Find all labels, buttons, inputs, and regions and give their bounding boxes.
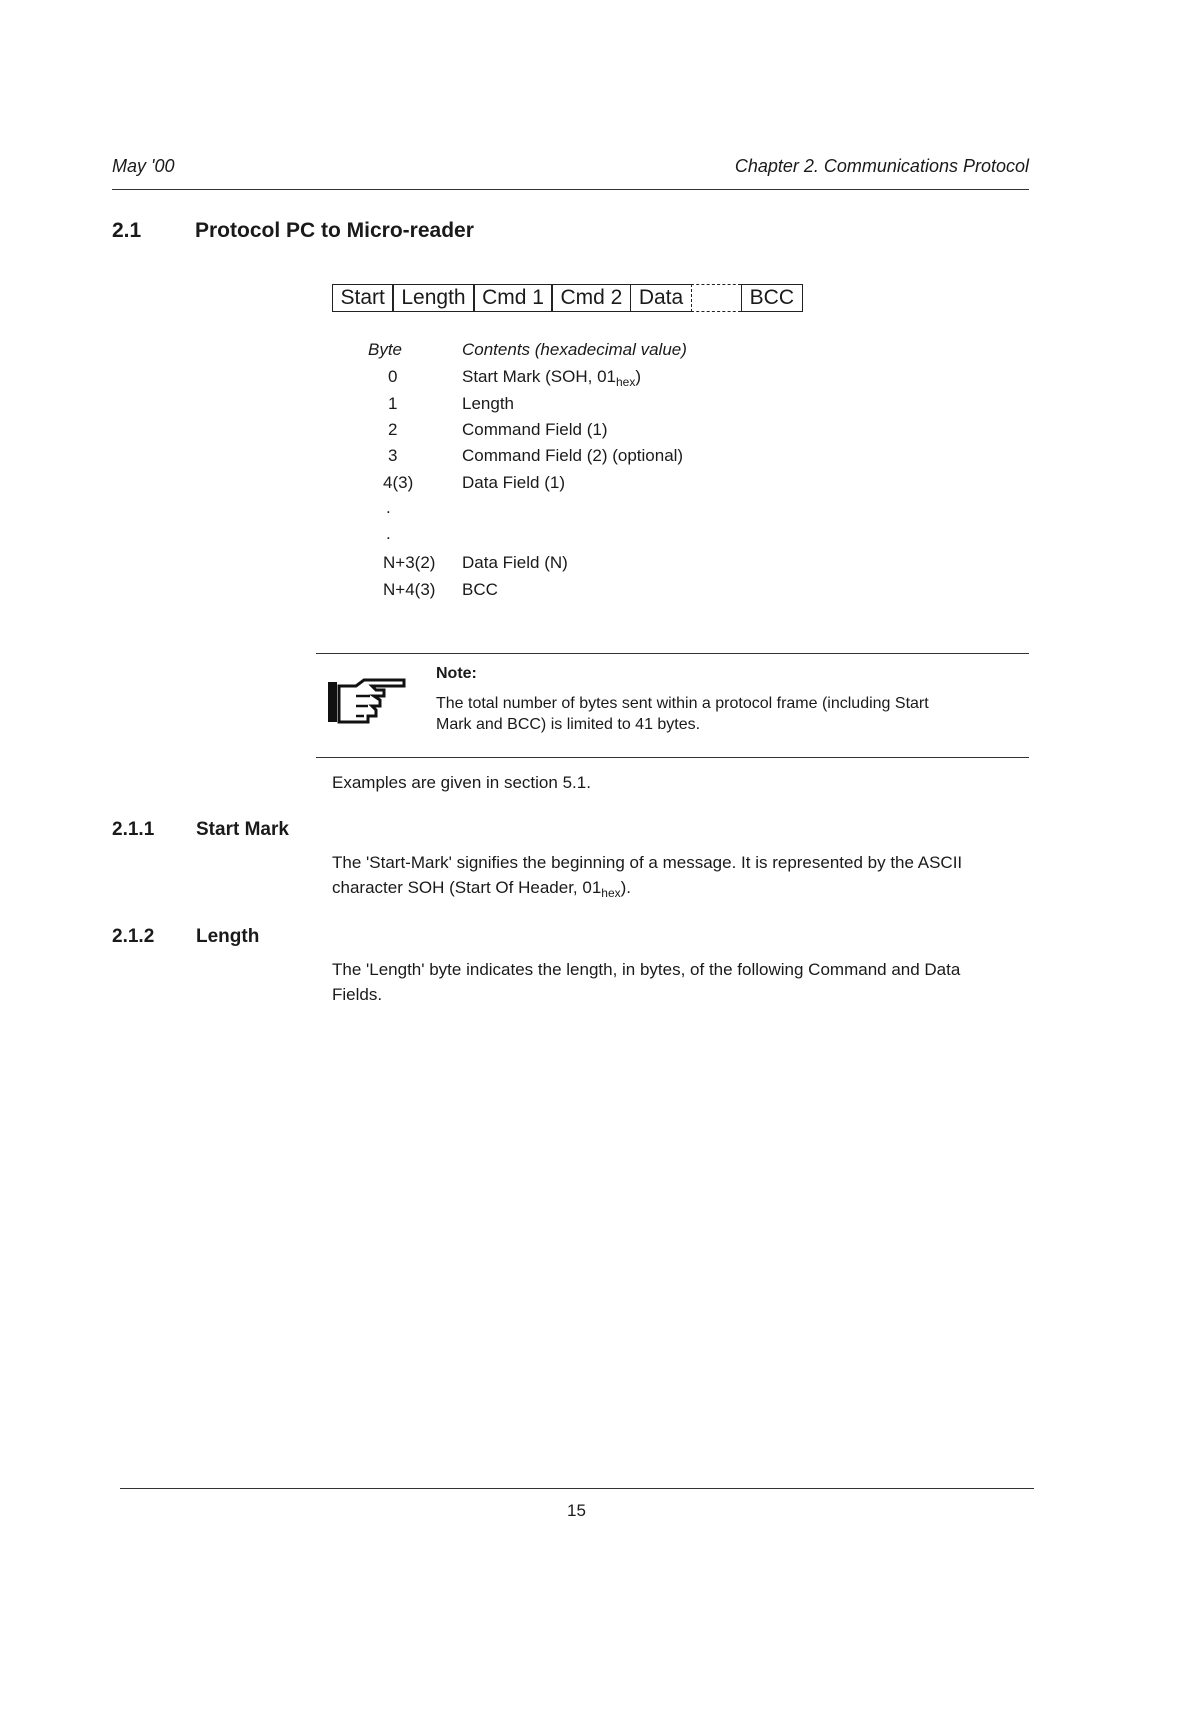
examples-text: Examples are given in section 5.1. <box>332 773 591 792</box>
table-row-contents: Length <box>462 394 514 413</box>
frame-field-gap <box>691 284 741 312</box>
table-row-contents: Start Mark (SOH, $01_{hex}$) <box>462 367 642 389</box>
pointing-hand-icon <box>326 676 408 728</box>
contents-column-header: Contents (hexadecimal value) <box>462 340 687 359</box>
byte-column-header: Byte <box>368 340 403 359</box>
table-row-contents: BCC <box>462 580 498 599</box>
table-row-byte: 1 <box>388 394 398 413</box>
table-row-byte: 3 <box>388 446 398 465</box>
table-row-contents: Data Field (N) <box>462 553 568 572</box>
note-title: Note: <box>436 665 477 682</box>
section-title: Protocol PC to Micro-reader <box>195 219 474 242</box>
header-rule <box>112 189 1029 190</box>
subsection-number: 2.1.2 <box>112 926 155 947</box>
note-bottom-rule <box>316 757 1029 758</box>
frame-field-bcc: BCC <box>741 284 803 312</box>
page-number: 15 <box>567 1501 586 1520</box>
subsection-paragraph: The 'Length' byte indicates the length, in bytes, of the following Command and Data Fields. <box>332 960 961 1004</box>
frame-field-cmd1: Cmd 1 <box>473 284 553 312</box>
note-text: The total number of bytes sent within a protocol frame (including Start Mark and BCC) is limited to 41 bytes. <box>436 695 929 733</box>
table-row-byte: N+4(3) <box>383 580 436 599</box>
table-row-byte: N+3(2) <box>383 553 436 572</box>
subsection-number: 2.1.1 <box>112 819 155 840</box>
table-row-byte: 2 <box>388 420 398 439</box>
section-number: 2.1 <box>112 219 142 242</box>
frame-field-cmd2: Cmd 2 <box>551 284 631 312</box>
header-chapter: Chapter 2. Communications Protocol <box>734 156 1029 176</box>
note-top-rule <box>316 653 1029 654</box>
protocol-frame-diagram <box>333 284 803 312</box>
table-row-contents: Data Field (1) <box>462 473 565 492</box>
subsection-title: Start Mark <box>196 819 289 840</box>
subsection-title: Length <box>196 926 260 947</box>
table-row-contents: Command Field (2) (optional) <box>462 446 684 465</box>
table-row-byte: 0 <box>388 367 398 386</box>
header-date: May '00 <box>112 156 175 176</box>
table-row-ellipsis: . <box>386 524 391 543</box>
subsection-paragraph: The 'Start-Mark' signifies the beginning of a message. It is represented by the ASCII character SOH (Start Of Header, $01_{hex}$). <box>332 853 963 900</box>
footer-rule <box>120 1488 1034 1489</box>
frame-field-data: Data <box>630 284 692 312</box>
table-row-contents: Command Field (1) <box>462 420 608 439</box>
frame-field-length: Length <box>392 284 474 312</box>
table-row-byte: 4(3) <box>383 473 414 492</box>
frame-field-start: Start <box>332 284 394 312</box>
table-row-ellipsis: . <box>386 498 391 517</box>
